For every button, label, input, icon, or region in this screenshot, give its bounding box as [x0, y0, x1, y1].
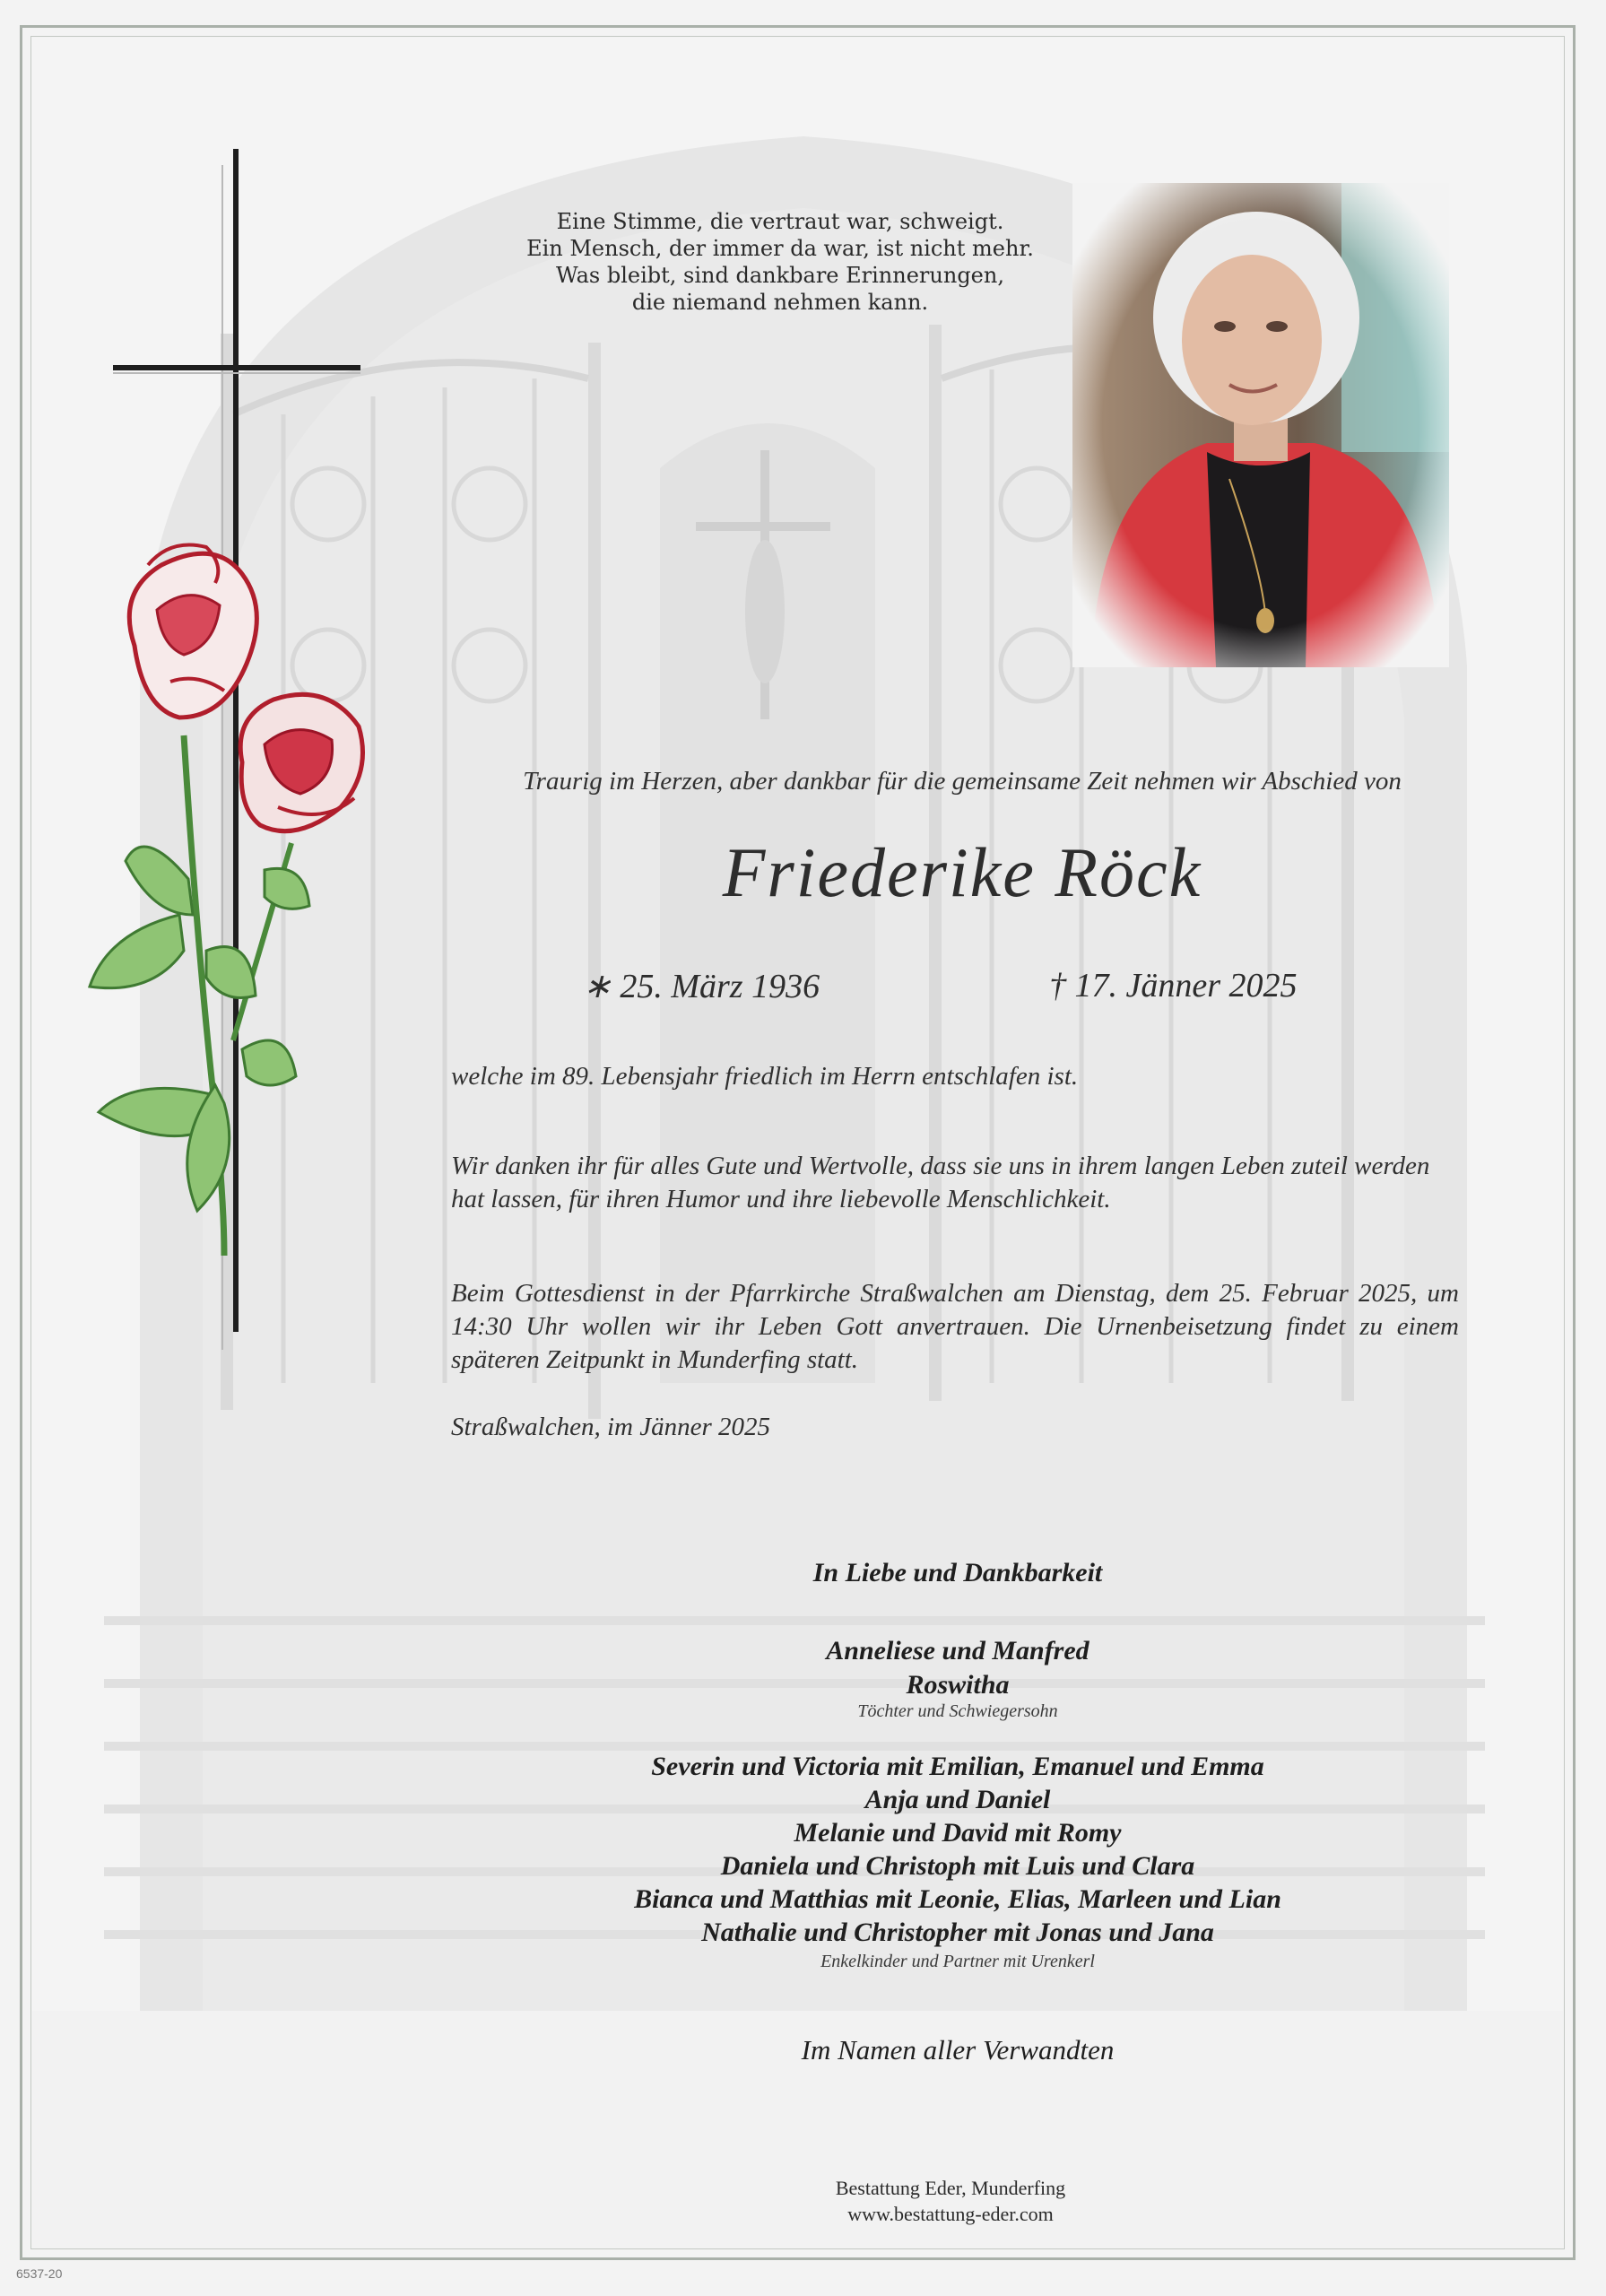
thanks-paragraph: Wir danken ihr für alles Gute und Wertvolle, dass sie uns in ihrem langen Leben zuteil werden hat lassen, für ihren Humor und ihre liebevolle Menschlichkeit. [451, 1152, 1430, 1213]
poem-line: Was bleibt, sind dankbare Erinnerungen, [556, 263, 1004, 288]
age-line: welche im 89. Lebensjahr friedlich im Herrn entschlafen ist. [451, 1062, 1079, 1091]
family-line-grandchild: Daniela und Christoph mit Luis und Clara [720, 1851, 1195, 1881]
family-line-grandchild: Severin und Victoria mit Emilian, Emanuel und Emma [651, 1752, 1264, 1781]
poem-line: die niemand nehmen kann. [631, 290, 929, 315]
place-and-date: Straßwalchen, im Jänner 2025 [451, 1413, 771, 1441]
poem-line: Ein Mensch, der immer da war, ist nicht mehr. [526, 236, 1034, 261]
signature-heading: In Liebe und Dankbarkeit [812, 1558, 1103, 1587]
family-line-grandchild: Melanie und David mit Romy [794, 1818, 1122, 1848]
print-code: 6537-20 [16, 2266, 63, 2281]
family-line-grandchild: Nathalie und Christopher mit Jonas und Jana [701, 1918, 1214, 1947]
family-line-grandchild: Anja und Daniel [864, 1785, 1051, 1814]
family-line-grandchild: Bianca und Matthias mit Leonie, Elias, Marleen und Lian [634, 1884, 1281, 1914]
children-caption: Töchter und Schwiegersohn [857, 1701, 1058, 1721]
rose-2-icon [240, 694, 362, 831]
footer [628, 2175, 1273, 2227]
family-line-child: Roswitha [906, 1670, 1010, 1700]
grandchildren-caption: Enkelkinder und Partner mit Urenkerl [820, 1952, 1095, 1971]
funeral-home-website: www.bestattung-eder.com [847, 2203, 1054, 2225]
poem-line: Eine Stimme, die vertraut war, schweigt. [556, 209, 1004, 234]
funeral-home-name: Bestattung Eder, Munderfing [835, 2177, 1066, 2199]
service-paragraph: Beim Gottesdienst in der Pfarrkirche Straßwalchen am Dienstag, dem 25. Februar 2025, um 14:30 Uhr wollen wir ihr Leben Gott anvertrauen. Die Urnenbeisetzung findet zu einem späteren Zeitpunkt in Munderfing statt. [451, 1279, 1459, 1374]
death-date: † 17. Jänner 2025 [1049, 967, 1298, 1004]
intro-text: Traurig im Herzen, aber dankbar für die gemeinsame Zeit nehmen wir Abschied von [523, 767, 1402, 796]
closing-line: Im Namen aller Verwandten [801, 2034, 1115, 2066]
portrait-photo [1072, 183, 1449, 667]
family-line-child: Anneliese und Manfred [826, 1636, 1089, 1665]
cross-with-roses-illustration [72, 144, 395, 1363]
poem [484, 208, 1076, 316]
deceased-name: Friederike Röck [722, 833, 1202, 911]
birth-date: ∗ 25. März 1936 [583, 968, 820, 1005]
